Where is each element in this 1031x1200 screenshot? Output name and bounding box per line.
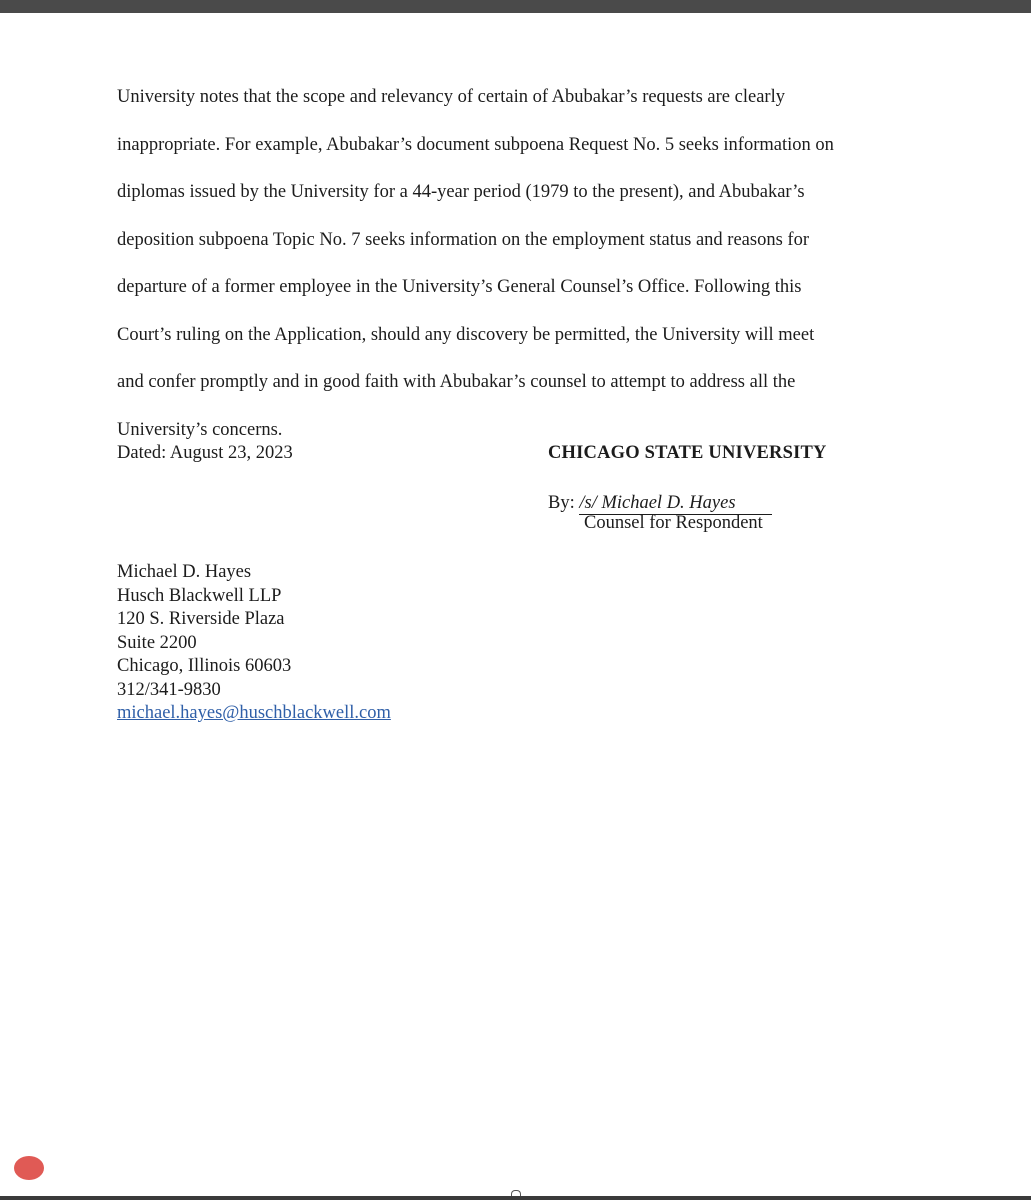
address-city: Chicago, Illinois 60603 bbox=[117, 656, 292, 676]
viewer-top-bar bbox=[0, 0, 1031, 13]
body-line-1: University notes that the scope and relevancy of certain of Abubakar’s requests are clearly bbox=[117, 87, 785, 107]
body-line-3: diplomas issued by the University for a 44-year period (1979 to the present), and Abubakar’s bbox=[117, 182, 805, 202]
body-line-6: Court’s ruling on the Application, should any discovery be permitted, the University will meet bbox=[117, 324, 815, 345]
signature-name: /s/ Michael D. Hayes bbox=[579, 493, 771, 515]
signature-role: Counsel for Respondent bbox=[584, 513, 763, 533]
body-line-2: inappropriate. For example, Abubakar’s document subpoena Request No. 5 seeks information on bbox=[117, 134, 834, 155]
address-name: Michael D. Hayes bbox=[117, 562, 252, 582]
date-line: Dated: August 23, 2023 bbox=[117, 443, 293, 463]
body-line-5: departure of a former employee in the University’s General Counsel’s Office. Following this bbox=[117, 277, 802, 297]
body-line-4: deposition subpoena Topic No. 7 seeks information on the employment status and reasons for bbox=[117, 229, 809, 250]
body-paragraph bbox=[117, 74, 937, 454]
address-suite: Suite 2200 bbox=[117, 632, 197, 653]
signature-by-line bbox=[548, 491, 772, 515]
record-indicator-icon[interactable] bbox=[14, 1156, 44, 1180]
body-line-7: and confer promptly and in good faith with Abubakar’s counsel to attempt to address all the bbox=[117, 372, 796, 392]
address-phone: 312/341-9830 bbox=[117, 679, 221, 700]
body-line-8: University’s concerns. bbox=[117, 419, 283, 440]
address-firm: Husch Blackwell LLP bbox=[117, 585, 282, 606]
viewer-bottom-edge bbox=[0, 1196, 1031, 1200]
address-street: 120 S. Riverside Plaza bbox=[117, 609, 285, 629]
email-link[interactable]: michael.hayes@huschblackwell.com bbox=[117, 703, 391, 723]
signature-by-label: By: bbox=[548, 493, 575, 513]
signature-organization: CHICAGO STATE UNIVERSITY bbox=[548, 443, 827, 463]
counsel-address-block bbox=[117, 561, 391, 726]
